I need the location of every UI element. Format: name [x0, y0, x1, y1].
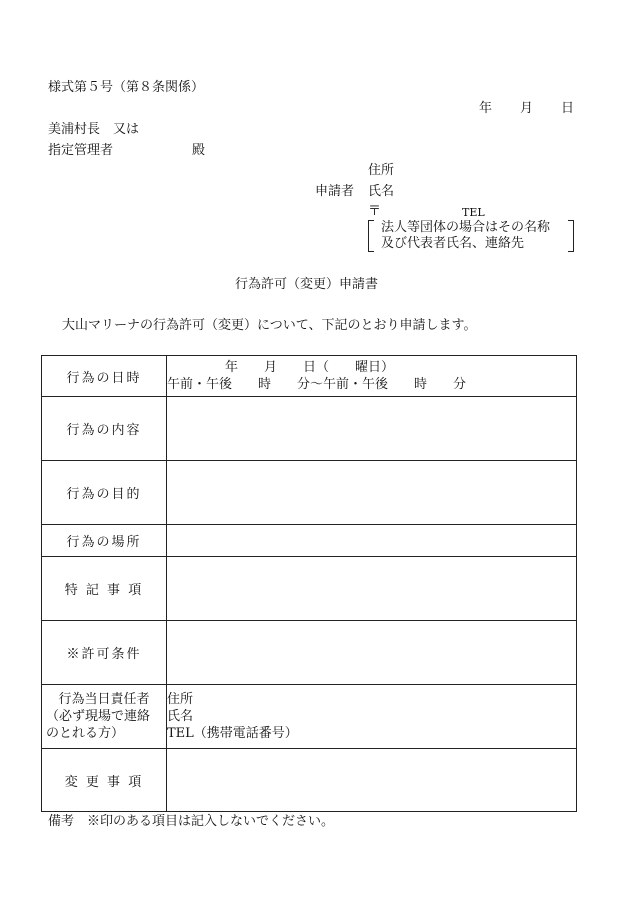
date-month: 月	[520, 101, 534, 116]
addressee-line2: 指定管理者	[48, 143, 114, 158]
honorific: 殿	[192, 143, 206, 158]
applicant-label: 申請者	[315, 184, 355, 199]
document-title: 行為許可（変更）申請書	[235, 277, 379, 292]
applicant-tel-label: TEL	[462, 206, 485, 219]
label-content: 行為の内容	[42, 397, 167, 461]
label-purpose: 行為の目的	[42, 461, 167, 525]
value-conditions[interactable]	[167, 621, 577, 685]
label-conditions: ※許可条件	[42, 621, 167, 685]
value-special[interactable]	[167, 557, 577, 621]
responsible-address-label: 住所	[167, 692, 194, 707]
label-special: 特 記 事 項	[42, 557, 167, 621]
addressee-line1: 美浦村長 又は	[48, 122, 140, 137]
row-changes	[42, 749, 577, 812]
label-datetime: 行為の日時	[42, 356, 167, 397]
application-table	[41, 355, 577, 812]
value-purpose[interactable]	[167, 461, 577, 525]
value-content[interactable]	[167, 397, 577, 461]
value-datetime[interactable]	[167, 356, 577, 397]
responsible-label-line1: 行為当日責任者	[58, 692, 150, 707]
responsible-label-line3: のとれる方）	[46, 726, 125, 741]
row-datetime	[42, 356, 577, 397]
date-day: 日	[561, 101, 575, 116]
footer-note: 備考 ※印のある項目は記入しないでください。	[48, 814, 335, 829]
label-responsible	[42, 685, 167, 749]
datetime-time-line: 午前・午後 時 分～午前・午後 時 分	[167, 377, 467, 392]
row-purpose	[42, 461, 577, 525]
responsible-tel-label: TEL（携帯電話番号）	[167, 726, 298, 741]
datetime-date-line: 年 月 日（ 曜日）	[225, 360, 395, 375]
applicant-note-line1: 法人等団体の場合はその名称	[381, 220, 551, 235]
row-conditions	[42, 621, 577, 685]
applicant-note-line2: 及び代表者氏名、連絡先	[381, 236, 525, 251]
value-responsible[interactable]	[167, 685, 577, 749]
date-year: 年	[479, 101, 493, 116]
responsible-name-label: 氏名	[167, 709, 194, 724]
responsible-label-line2: （必ず現場で連絡	[46, 709, 151, 724]
note-bracket-left	[368, 220, 374, 252]
applicant-postal-mark: 〒	[368, 204, 382, 219]
label-place: 行為の場所	[42, 525, 167, 557]
form-number: 様式第５号（第８条関係）	[48, 80, 205, 95]
applicant-name-label: 氏名	[368, 184, 395, 199]
applicant-address-label: 住所	[368, 163, 395, 178]
row-content	[42, 397, 577, 461]
row-responsible	[42, 685, 577, 749]
label-changes: 変 更 事 項	[42, 749, 167, 812]
row-place	[42, 525, 577, 557]
value-place[interactable]	[167, 525, 577, 557]
row-special	[42, 557, 577, 621]
value-changes[interactable]	[167, 749, 577, 812]
note-bracket-right	[568, 220, 574, 252]
intro-text: 大山マリーナの行為許可（変更）について、下記のとおり申請します。	[62, 318, 477, 333]
